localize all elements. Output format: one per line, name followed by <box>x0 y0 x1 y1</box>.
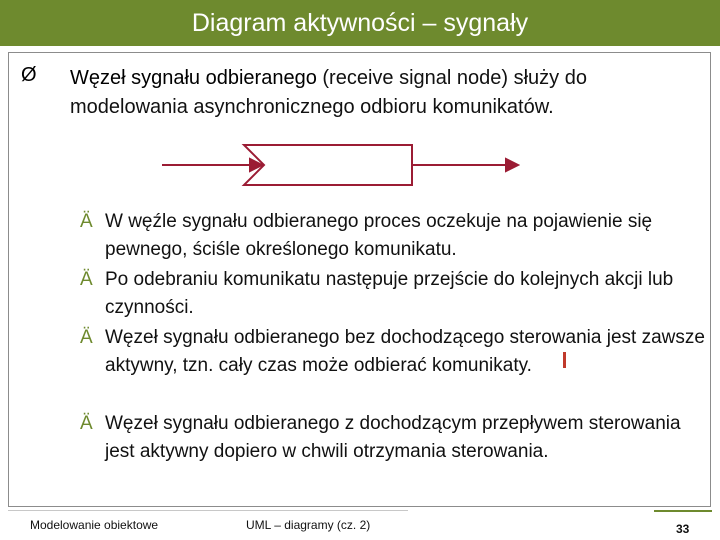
title-bar <box>0 0 720 46</box>
list-item-text: Węzeł sygnału odbieranego bez dochodzącego sterowania jest zawsze aktywny, tzn. cały czas może odbierać komunikaty. <box>105 327 705 376</box>
list-item-text: Po odebraniu komunikatu następuje przejście do kolejnych akcji lub czynności. <box>105 269 674 318</box>
footer-course: Modelowanie obiektowe <box>30 518 159 532</box>
arrow-bullet-icon: Ä <box>80 413 93 434</box>
text-cursor-mark <box>563 352 566 368</box>
arrow-bullet-icon: Ä <box>80 327 93 348</box>
intro-paragraph <box>70 64 710 122</box>
intro-rest: (receive signal node) służy do modelowania asynchronicznego odbioru komunikatów. <box>70 67 587 118</box>
main-bullet-icon: Ø <box>21 64 37 86</box>
page-number: 33 <box>676 522 690 536</box>
intro-lead: Węzeł sygnału odbieranego <box>70 67 317 89</box>
footer-divider <box>8 510 408 511</box>
arrow-bullet-icon: Ä <box>80 211 93 232</box>
receive-signal-node <box>244 145 412 185</box>
outgoing-flow-arrowhead <box>506 159 518 171</box>
arrow-bullet-icon: Ä <box>80 269 93 290</box>
footer-topic: UML – diagramy (cz. 2) <box>246 518 371 532</box>
list-item-text: W węźle sygnału odbieranego proces oczekuje na pojawienie się pewnego, ściśle określonego komunikatu. <box>105 211 653 260</box>
slide-title: Diagram aktywności – sygnały <box>191 8 529 37</box>
page-number-underline <box>654 510 712 512</box>
receive-signal-diagram <box>160 140 520 190</box>
list-item-text: Węzeł sygnału odbieranego z dochodzącym przepływem sterowania jest aktywny dopiero w chwili otrzymania sterowania. <box>105 413 681 462</box>
